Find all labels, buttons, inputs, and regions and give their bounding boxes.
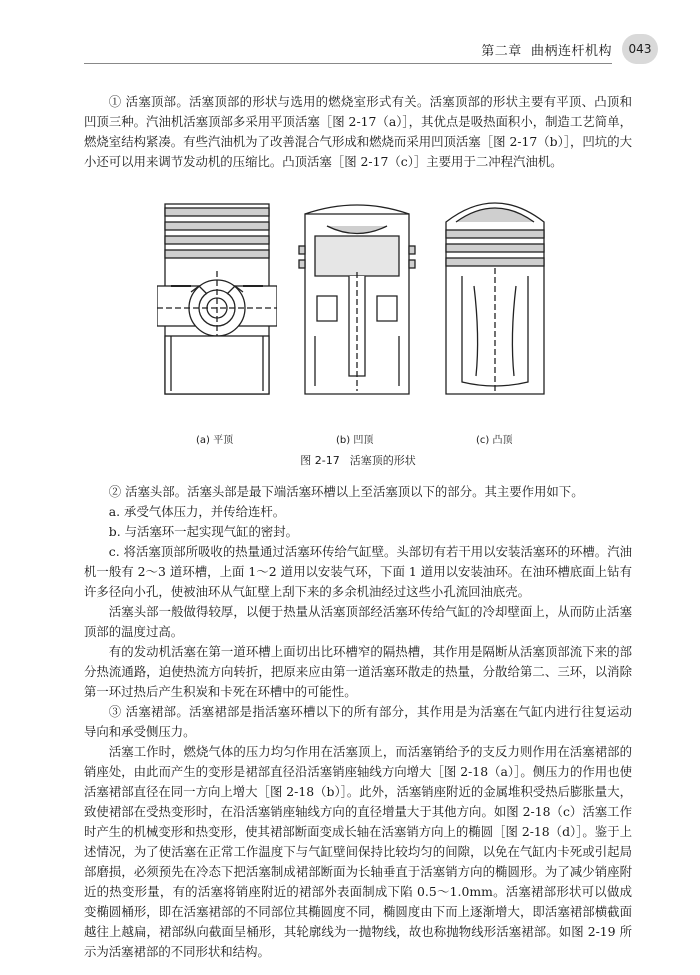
flat-top-piston-drawing: [157, 186, 277, 411]
convex-top-piston-drawing: [440, 186, 550, 411]
paragraph-head-thickness: 活塞头部一般做得较厚，以便于热量从活塞顶部经活塞环传给气缸的冷却壁面上，从而防止活塞顶部的温度过高。: [84, 604, 632, 639]
body-text: [84, 92, 632, 962]
figure-label-c: (c) 凸顶: [476, 435, 513, 446]
paragraph-skirt-deformation: 活塞工作时，燃烧气体的压力均匀作用在活塞顶上，而活塞销给予的支反力则作用在活塞裙部的销座处，由此而产生的变形是裙部直径沿活塞销座轴线方向增大［图 2-18（a）］。侧压力的作用也使活塞裙部直径在同一方向上增大［图 2-18（b）］。此外，活塞销座附近的金属堆积受热后膨胀量大，致使裙部在受热变形时，在沿活塞销座轴线方向的直径增量大于其他方向。如图 2-18（c）活塞工作时产生的机械变形和热变形，使其裙部断面变成长轴在活塞销方向上的椭圆［图 2-18（d）］。鉴于上述情况，为了使活塞在正常工作温度下与气缸壁间保持比较均匀的间隙，以免在气缸内卡死或引起局部磨损，必须预先在冷态下把活塞制成裙部断面为长轴垂直于活塞销方向的椭圆形。为了减少销座附近的热变形量，有的活塞将销座附近的裙部外表面制成下陷 0.5～1.0mm。活塞裙部形状可以做成变椭圆桶形，即在活塞裙部的不同部位其椭圆度不同，椭圆度由下而上逐渐增大，即活塞裙部横截面越往上越扁，裙部纵向截面呈桶形，其轮廓线为一抛物线，故也称抛物线形活塞裙部。如图 2-19 所示为活塞裙部的不同形状和结构。: [84, 744, 632, 959]
paragraph-item-a: a. 承受气体压力，并传给连杆。: [108, 504, 286, 519]
figure-caption: [84, 452, 632, 468]
concave-top-piston-drawing: [297, 186, 417, 411]
paragraph-item-c: c. 将活塞顶部所吸收的热量通过活塞环传给气缸壁。头部切有若干用以安装活塞环的环槽。汽油机一般有 2～3 道环槽，上面 1～2 道用以安装气环，下面 1 道用以安装油环。在油环槽底面上钻有许多径向小孔，使被油环从气缸壁上刮下来的多余机油经过这些小孔流回油底壳。: [84, 544, 632, 599]
chapter-label: 第二章: [481, 44, 522, 59]
running-head: [481, 40, 612, 59]
figure-number: 图 2-17: [300, 454, 340, 467]
chapter-title: 曲柄连杆机构: [530, 44, 612, 59]
paragraph-piston-top: ① 活塞顶部。活塞顶部的形状与选用的燃烧室形式有关。活塞顶部的形状主要有平顶、凸顶和凹顶三种。汽油机活塞顶部多采用平顶活塞［图 2-17（a）］，其优点是吸热面积小，制造工艺简单，燃烧室结构紧凑。有些汽油机为了改善混合气形成和燃烧而采用凹顶活塞［图 2-17（b）］，凹坑的大小还可以用来调节发动机的压缩比。凸顶活塞［图 2-17（c）］主要用于二冲程汽油机。: [84, 94, 632, 169]
figure-label-a: (a) 平顶: [196, 435, 234, 446]
paragraph-piston-skirt: ③ 活塞裙部。活塞裙部是指活塞环槽以下的所有部分，其作用是为活塞在气缸内进行往复运动导向和承受侧压力。: [84, 704, 632, 739]
paragraph-heat-groove: 有的发动机活塞在第一道环槽上面切出比环槽窄的隔热槽，其作用是隔断从活塞顶部流下来的部分热流通路，迫使热流方向转折，把原来应由第一道活塞环散走的热量，分散给第二、三环，以消除第一环过热后产生积炭和卡死在环槽中的可能性。: [84, 644, 632, 699]
paragraph-piston-head: ② 活塞头部。活塞头部是最下端活塞环槽以上至活塞顶以下的部分。其主要作用如下。: [108, 484, 584, 499]
figure-caption-text: 活塞顶的形状: [349, 454, 416, 467]
paragraph-item-b: b. 与活塞环一起实现气缸的密封。: [108, 524, 299, 539]
figure-2-17: [84, 186, 632, 446]
header-divider: [84, 63, 612, 64]
figure-label-b: (b) 凹顶: [336, 435, 374, 446]
page-number: 043: [622, 34, 658, 64]
page-header: [0, 30, 700, 70]
